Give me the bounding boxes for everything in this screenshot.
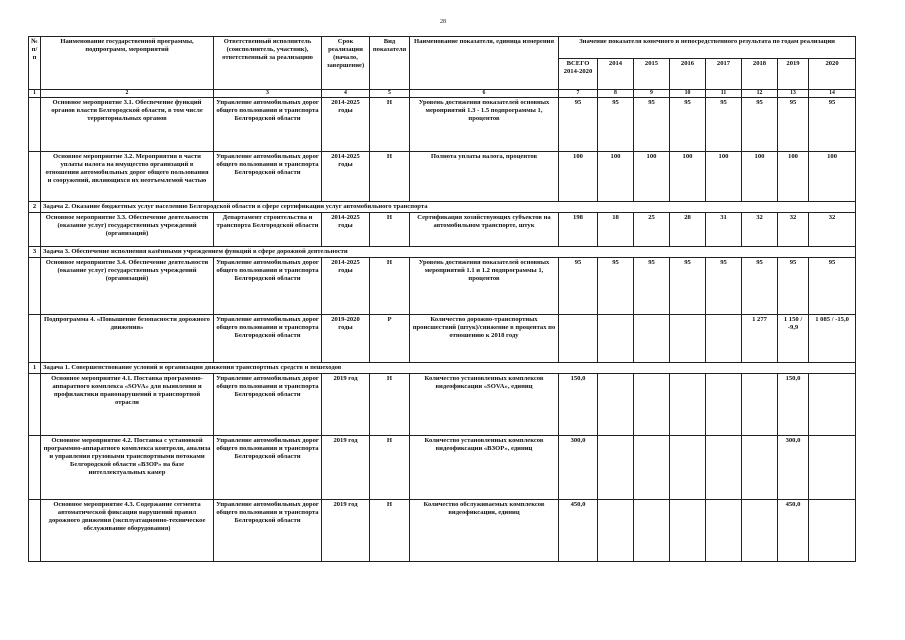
indicator-type: Н bbox=[370, 98, 410, 152]
indicator-value bbox=[598, 436, 634, 500]
column-number: 8 bbox=[598, 90, 634, 98]
header-year: 2019 bbox=[778, 59, 809, 90]
indicator-value bbox=[706, 315, 742, 363]
indicator-value bbox=[634, 374, 670, 436]
task-index: 3 bbox=[29, 247, 41, 258]
indicator-value: 95 bbox=[559, 98, 598, 152]
indicator-value: 32 bbox=[778, 213, 809, 247]
indicator-name: Уровень достижения показателей основных мероприятий 1.3 - 1.5 подпрограммы 1, процентов bbox=[410, 98, 559, 152]
header-year: 2018 bbox=[742, 59, 778, 90]
indicator-value: 1 085 / -15,0 bbox=[809, 315, 856, 363]
indicator-value: 95 bbox=[778, 98, 809, 152]
column-number: 13 bbox=[778, 90, 809, 98]
measure-name: Основное мероприятие 4.3. Содержание сегмента автоматической фиксации нарушений правил дорожного движения (эксплуатационно-техническое обслуживание оборудования) bbox=[41, 500, 214, 562]
table-row bbox=[29, 315, 856, 363]
task-text: Задача 1. Совершенствование условий и организации движения транспортных средств и пешеходов bbox=[41, 363, 856, 374]
table-row bbox=[29, 98, 856, 152]
indicator-value bbox=[670, 374, 706, 436]
indicator-value: 18 bbox=[598, 213, 634, 247]
indicator-name: Количество установленных комплексов видеофиксации «ВЗОР», единиц bbox=[410, 436, 559, 500]
indicator-value: 95 bbox=[670, 258, 706, 315]
implementation-term: 2014-2025 годы bbox=[322, 258, 370, 315]
measure-name: Основное мероприятие 3.1. Обеспечение функций органов власти Белгородской области, в том числе территориальных органов bbox=[41, 98, 214, 152]
implementation-term: 2019-2020 годы bbox=[322, 315, 370, 363]
task-row bbox=[29, 363, 856, 374]
indicator-value bbox=[634, 436, 670, 500]
column-number: 1 bbox=[29, 90, 41, 98]
indicator-value: 100 bbox=[778, 152, 809, 202]
indicator-value: 95 bbox=[742, 258, 778, 315]
indicator-value: 31 bbox=[706, 213, 742, 247]
indicator-value: 100 bbox=[670, 152, 706, 202]
responsible-executor: Управление автомобильных дорог общего пользования и транспорта Белгородской области bbox=[214, 315, 322, 363]
row-number bbox=[29, 500, 41, 562]
indicator-value bbox=[670, 315, 706, 363]
responsible-executor: Управление автомобильных дорог общего пользования и транспорта Белгородской области bbox=[214, 500, 322, 562]
indicator-name: Уровень достижения показателей основных мероприятий 1.1 и 1.2 подпрограммы 1, процентов bbox=[410, 258, 559, 315]
indicator-value: 100 bbox=[742, 152, 778, 202]
indicator-value bbox=[742, 374, 778, 436]
indicator-value: 150,0 bbox=[559, 374, 598, 436]
task-index: 2 bbox=[29, 202, 41, 213]
row-number bbox=[29, 152, 41, 202]
column-number: 6 bbox=[410, 90, 559, 98]
indicator-value bbox=[742, 436, 778, 500]
row-number bbox=[29, 98, 41, 152]
responsible-executor: Управление автомобильных дорог общего пользования и транспорта Белгородской области bbox=[214, 374, 322, 436]
indicator-value: 28 bbox=[670, 213, 706, 247]
header-responsible: Ответственный исполнитель (соисполнитель, участник), ответственный за реализацию bbox=[214, 37, 322, 90]
indicator-value: 100 bbox=[706, 152, 742, 202]
indicator-value bbox=[670, 436, 706, 500]
indicator-value: 150,0 bbox=[778, 374, 809, 436]
table-row bbox=[29, 258, 856, 315]
responsible-executor: Управление автомобильных дорог общего пользования и транспорта Белгородской области bbox=[214, 436, 322, 500]
indicator-value bbox=[634, 500, 670, 562]
header-year: ВСЕГО 2014-2020 bbox=[559, 59, 598, 90]
indicator-type: Н bbox=[370, 258, 410, 315]
task-text: Задача 2. Оказание бюджетных услуг населению Белгородской области в сфере сертификации услуг автомобильного транспорта bbox=[41, 202, 856, 213]
indicator-value: 95 bbox=[706, 258, 742, 315]
indicator-value bbox=[809, 436, 856, 500]
header-year: 2016 bbox=[670, 59, 706, 90]
column-number: 11 bbox=[706, 90, 742, 98]
indicator-type: Н bbox=[370, 500, 410, 562]
indicator-value bbox=[706, 374, 742, 436]
indicator-type: Н bbox=[370, 436, 410, 500]
header-year: 2020 bbox=[809, 59, 856, 90]
column-number: 12 bbox=[742, 90, 778, 98]
implementation-term: 2019 год bbox=[322, 374, 370, 436]
indicator-value: 300,0 bbox=[778, 436, 809, 500]
indicator-value bbox=[634, 315, 670, 363]
header-year: 2014 bbox=[598, 59, 634, 90]
indicator-value bbox=[598, 500, 634, 562]
header-term: Срок реализации (начало, завершение) bbox=[322, 37, 370, 90]
indicator-value bbox=[598, 315, 634, 363]
header-type: Вид показателя bbox=[370, 37, 410, 90]
implementation-term: 2014-2025 годы bbox=[322, 98, 370, 152]
indicator-value bbox=[809, 500, 856, 562]
indicator-value bbox=[706, 500, 742, 562]
indicator-value: 450,0 bbox=[559, 500, 598, 562]
responsible-executor: Департамент строительства и транспорта Белгородской области bbox=[214, 213, 322, 247]
indicator-name: Количество дорожно-транспортных происшествий (штук)/снижение в процентах по отношению к 2018 году bbox=[410, 315, 559, 363]
indicator-name: Сертификация хозяйствующих субъектов на автомобильном транспорте, штук bbox=[410, 213, 559, 247]
row-number bbox=[29, 258, 41, 315]
header-num: № п/п bbox=[29, 37, 41, 90]
task-row bbox=[29, 247, 856, 258]
column-number: 2 bbox=[41, 90, 214, 98]
page-number: 28 bbox=[440, 19, 446, 25]
measure-name: Основное мероприятие 3.3. Обеспечение деятельности (оказание услуг) государственных учреждений (организаций) bbox=[41, 213, 214, 247]
header-year: 2017 bbox=[706, 59, 742, 90]
responsible-executor: Управление автомобильных дорог общего пользования и транспорта Белгородской области bbox=[214, 258, 322, 315]
header-name: Наименование государственной программы, подпрограмм, мероприятий bbox=[41, 37, 214, 90]
row-number bbox=[29, 213, 41, 247]
indicator-type: Н bbox=[370, 374, 410, 436]
row-number bbox=[29, 374, 41, 436]
column-number: 5 bbox=[370, 90, 410, 98]
column-number: 14 bbox=[809, 90, 856, 98]
indicator-value: 95 bbox=[598, 98, 634, 152]
indicator-value: 100 bbox=[634, 152, 670, 202]
table-row bbox=[29, 374, 856, 436]
indicator-value: 95 bbox=[809, 258, 856, 315]
indicator-type: Н bbox=[370, 213, 410, 247]
measure-name: Основное мероприятие 4.1. Поставка программно-аппаратного комплекса «SOVA» для выявления и профилактики правонарушений в транспортной отрасли bbox=[41, 374, 214, 436]
indicator-type: Р bbox=[370, 315, 410, 363]
indicator-value: 95 bbox=[742, 98, 778, 152]
indicator-value bbox=[670, 500, 706, 562]
indicator-value: 198 bbox=[559, 213, 598, 247]
indicator-value bbox=[706, 436, 742, 500]
indicator-value: 95 bbox=[778, 258, 809, 315]
column-number: 3 bbox=[214, 90, 322, 98]
indicator-value: 95 bbox=[706, 98, 742, 152]
indicator-value: 1 277 bbox=[742, 315, 778, 363]
indicator-value: 32 bbox=[809, 213, 856, 247]
indicator-value: 100 bbox=[809, 152, 856, 202]
indicator-value bbox=[598, 374, 634, 436]
indicator-value bbox=[742, 500, 778, 562]
table-row bbox=[29, 152, 856, 202]
row-number bbox=[29, 436, 41, 500]
column-number: 9 bbox=[634, 90, 670, 98]
indicator-name: Количество установленных комплексов видеофиксации «SOVA», единиц bbox=[410, 374, 559, 436]
column-number: 7 bbox=[559, 90, 598, 98]
implementation-term: 2019 год bbox=[322, 436, 370, 500]
column-number: 4 bbox=[322, 90, 370, 98]
indicator-value: 100 bbox=[559, 152, 598, 202]
implementation-term: 2019 год bbox=[322, 500, 370, 562]
implementation-term: 2014-2025 годы bbox=[322, 152, 370, 202]
measure-name: Основное мероприятие 3.4. Обеспечение деятельности (оказание услуг) государственных учреждений (организаций) bbox=[41, 258, 214, 315]
indicator-value: 300,0 bbox=[559, 436, 598, 500]
responsible-executor: Управление автомобильных дорог общего пользования и транспорта Белгородской области bbox=[214, 98, 322, 152]
indicator-value: 25 bbox=[634, 213, 670, 247]
header-values-group: Значение показателя конечного и непосредственного результата по годам реализации bbox=[559, 37, 856, 59]
indicator-value: 32 bbox=[742, 213, 778, 247]
indicator-value: 95 bbox=[634, 98, 670, 152]
table-row bbox=[29, 500, 856, 562]
indicator-value: 95 bbox=[559, 258, 598, 315]
indicator-value: 450,0 bbox=[778, 500, 809, 562]
measure-name: Основное мероприятие 4.2. Поставка с установкой программно-аппаратного комплекса контроля, анализа и управления грузовыми транспортными потоками Белгородской области «ВЗОР» на базе интеллектуальных камер bbox=[41, 436, 214, 500]
indicator-value: 95 bbox=[809, 98, 856, 152]
indicator-name: Количество обслуживаемых комплексов видеофиксации, единиц bbox=[410, 500, 559, 562]
task-row bbox=[29, 202, 856, 213]
responsible-executor: Управление автомобильных дорог общего пользования и транспорта Белгородской области bbox=[214, 152, 322, 202]
indicator-value: 1 150 / -9,9 bbox=[778, 315, 809, 363]
indicator-name: Полнота уплаты налога, процентов bbox=[410, 152, 559, 202]
task-text: Задача 3. Обеспечение исполнения казёнными учреждением функций в сфере дорожной деятельности bbox=[41, 247, 856, 258]
measure-name: Подпрограмма 4. «Повышение безопасности дорожного движения» bbox=[41, 315, 214, 363]
task-index: 1 bbox=[29, 363, 41, 374]
indicator-value bbox=[559, 315, 598, 363]
measure-name: Основное мероприятие 3.2. Мероприятия в части уплаты налога на имущество организаций в отношении автомобильных дорог общего пользования и сооружений, являющихся их неотъемлемой частью bbox=[41, 152, 214, 202]
column-number: 10 bbox=[670, 90, 706, 98]
indicator-value bbox=[809, 374, 856, 436]
indicator-value: 100 bbox=[598, 152, 634, 202]
row-number bbox=[29, 315, 41, 363]
indicator-value: 95 bbox=[634, 258, 670, 315]
indicator-type: Н bbox=[370, 152, 410, 202]
indicator-value: 95 bbox=[670, 98, 706, 152]
header-indicator: Наименование показателя, единица измерения bbox=[410, 37, 559, 90]
program-indicators-table bbox=[28, 36, 856, 562]
header-year: 2015 bbox=[634, 59, 670, 90]
table-row bbox=[29, 436, 856, 500]
table-row bbox=[29, 213, 856, 247]
indicator-value: 95 bbox=[598, 258, 634, 315]
implementation-term: 2014-2025 годы bbox=[322, 213, 370, 247]
